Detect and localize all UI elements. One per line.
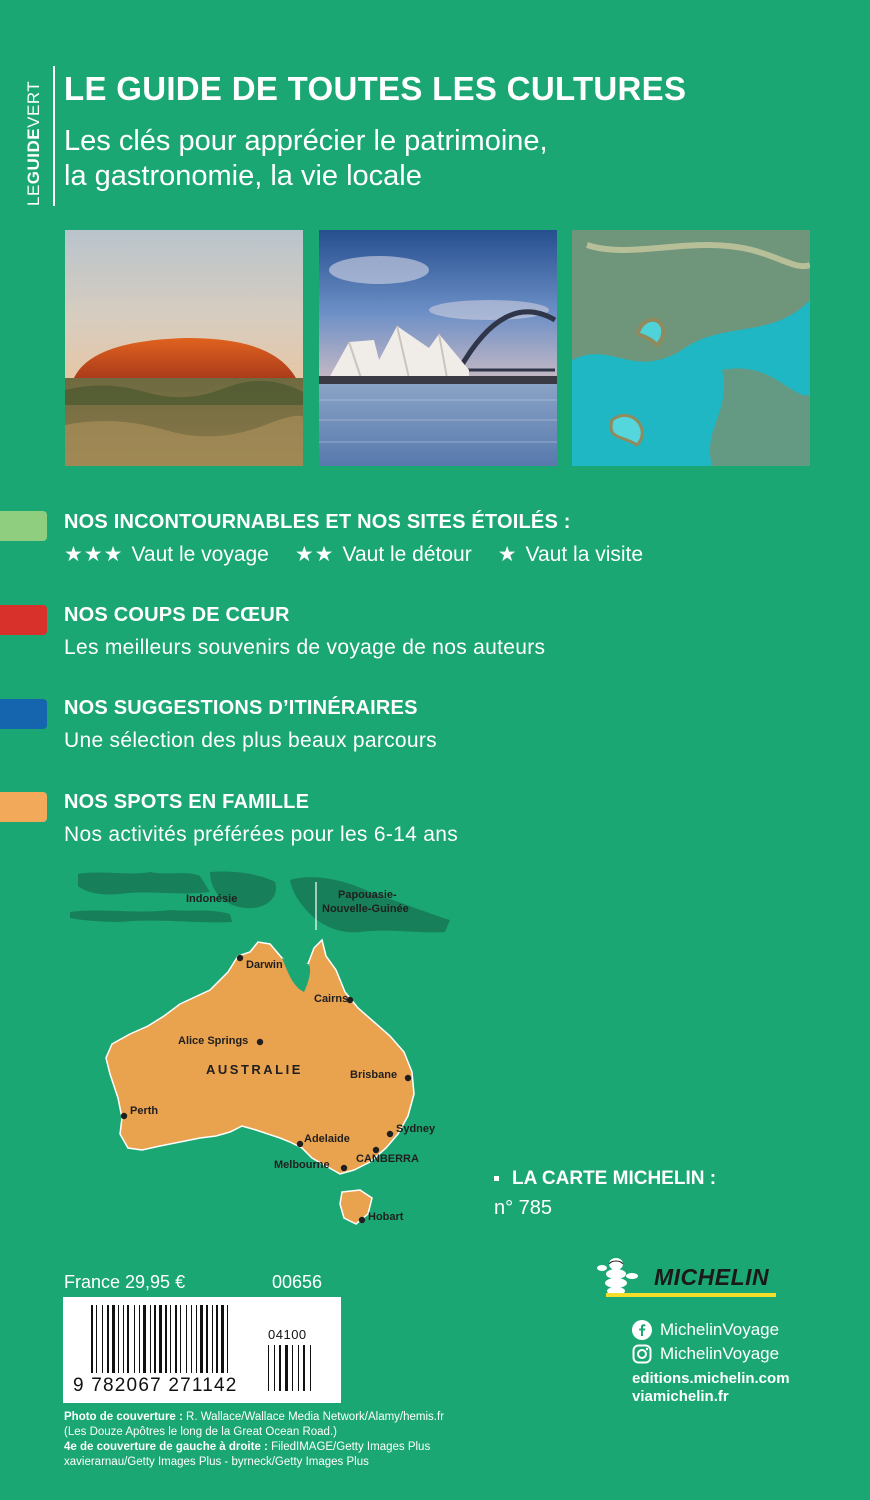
barcode-bar xyxy=(91,1305,93,1373)
label-cairns: Cairns xyxy=(314,993,349,1005)
barcode-addon-bar xyxy=(298,1345,299,1391)
sydney-opera-house-photo xyxy=(319,230,557,466)
carte-michelin-number: n° 785 xyxy=(494,1197,553,1219)
carte-michelin-label: LA CARTE MICHELIN : xyxy=(512,1168,717,1189)
australia-shape xyxy=(106,940,414,1174)
photo-credits xyxy=(64,1410,444,1470)
barcode-addon-bar xyxy=(268,1345,269,1391)
barcode xyxy=(63,1297,341,1403)
label-indonesia: Indonésie xyxy=(186,893,238,905)
alice-springs-dot xyxy=(257,1039,263,1045)
barcode-digits: 9 782067 271142 xyxy=(73,1375,238,1396)
headline: LE GUIDE DE TOUTES LES CULTURES xyxy=(64,70,687,107)
feature-title-coups-de-coeur: NOS COUPS DE CŒUR xyxy=(64,604,290,626)
barcode-bar xyxy=(191,1305,192,1373)
barcode-addon: 04100 xyxy=(268,1327,307,1342)
label-darwin: Darwin xyxy=(246,959,283,971)
barcode-bar xyxy=(112,1305,115,1373)
perth-dot xyxy=(121,1113,127,1119)
credits-back-label: 4e de couverture de gauche à droite : xyxy=(64,1441,268,1453)
label-adelaide: Adelaide xyxy=(304,1133,350,1145)
credits-line-2: (Les Douze Apôtres le long de la Great Ocean Road.) xyxy=(64,1426,337,1438)
brand-prefix: LE xyxy=(24,184,43,206)
barcode-bar xyxy=(134,1305,135,1373)
star-1-icon: ★ xyxy=(497,543,518,566)
stars-3-icon: ★★★ xyxy=(64,543,124,566)
barcode-addon-bar xyxy=(303,1345,305,1391)
rating-1-label: Vaut la visite xyxy=(525,543,644,566)
swatch-famille xyxy=(0,792,47,822)
barcode-bar xyxy=(180,1305,181,1373)
barcode-bar xyxy=(143,1305,146,1373)
instagram-handle: MichelinVoyage xyxy=(660,1344,780,1363)
feature-title-incontournables: NOS INCONTOURNABLES ET NOS SITES ÉTOILÉS : xyxy=(64,511,571,533)
barcode-bar xyxy=(123,1305,124,1373)
ratings-row xyxy=(64,542,669,567)
michelin-underline xyxy=(606,1293,776,1297)
label-alice-springs: Alice Springs xyxy=(178,1035,249,1047)
barcode-bar xyxy=(221,1305,224,1373)
bibendum-icon xyxy=(596,1256,652,1296)
credits-cover-label: Photo de couverture : xyxy=(64,1411,183,1423)
darwin-dot xyxy=(237,955,243,961)
product-code: 00656 xyxy=(272,1272,323,1292)
feature-desc-famille: Nos activités préférées pour les 6-14 ans xyxy=(64,823,458,846)
melbourne-dot xyxy=(341,1165,347,1171)
facebook-handle: MichelinVoyage xyxy=(660,1320,780,1339)
brand-guide: GUIDE xyxy=(24,127,43,185)
barcode-bar xyxy=(154,1305,156,1373)
michelin-wordmark: MICHELIN xyxy=(654,1264,770,1290)
subtitle xyxy=(64,124,548,194)
barcode-bar xyxy=(139,1305,140,1373)
barcode-bar xyxy=(196,1305,197,1373)
barcode-bar xyxy=(150,1305,151,1373)
label-hobart: Hobart xyxy=(368,1211,404,1223)
barcode-bar xyxy=(206,1305,208,1373)
barcode-bar xyxy=(165,1305,167,1373)
hobart-dot xyxy=(359,1217,365,1223)
feature-desc-itineraires: Une sélection des plus beaux parcours xyxy=(64,729,437,752)
rating-2-stars xyxy=(295,542,472,567)
barcode-addon-bar xyxy=(279,1345,281,1391)
subtitle-line-2: la gastronomie, la vie locale xyxy=(64,160,422,192)
instagram-link[interactable] xyxy=(632,1344,779,1364)
label-sydney: Sydney xyxy=(396,1123,436,1135)
adelaide-dot xyxy=(297,1141,303,1147)
barcode-bar xyxy=(96,1305,97,1373)
viamichelin-link[interactable]: viamichelin.fr xyxy=(632,1388,729,1405)
label-brisbane: Brisbane xyxy=(350,1069,398,1081)
feature-title-itineraires: NOS SUGGESTIONS D’ITINÉRAIRES xyxy=(64,697,418,719)
barcode-bar xyxy=(186,1305,187,1373)
stars-2-icon: ★★ xyxy=(294,543,335,566)
barcode-bar xyxy=(200,1305,203,1373)
barcode-bar xyxy=(170,1305,171,1373)
label-canberra: CANBERRA xyxy=(356,1153,419,1165)
barcode-bar xyxy=(159,1305,162,1373)
barcode-addon-bar xyxy=(274,1345,275,1391)
price: France 29,95 € xyxy=(64,1272,186,1292)
credits-cover-text: R. Wallace/Wallace Media Network/Alamy/hemis.fr xyxy=(182,1411,445,1423)
facebook-link[interactable] xyxy=(632,1320,779,1340)
feature-desc-coups-de-coeur: Les meilleurs souvenirs de voyage de nos auteurs xyxy=(64,636,546,659)
label-perth: Perth xyxy=(130,1105,159,1117)
instagram-icon xyxy=(632,1344,652,1364)
feature-title-famille: NOS SPOTS EN FAMILLE xyxy=(64,791,310,813)
barcode-addon-bar xyxy=(285,1345,288,1391)
barcode-bar xyxy=(227,1305,228,1373)
uluru-photo xyxy=(65,230,303,466)
barcode-addon-bar xyxy=(310,1345,311,1391)
swatch-incontournables xyxy=(0,511,47,541)
barcode-bar xyxy=(212,1305,213,1373)
rating-3-stars xyxy=(64,542,269,567)
michelin-logo xyxy=(596,1256,816,1302)
swatch-coups-de-coeur xyxy=(0,605,47,635)
great-barrier-reef-photo xyxy=(572,230,810,466)
indonesia-shape xyxy=(78,872,210,895)
barcode-bar xyxy=(118,1305,119,1373)
barcode-bar xyxy=(107,1305,109,1373)
indonesia-islands xyxy=(70,910,232,922)
barcode-addon-bar xyxy=(292,1345,293,1391)
label-png-2: Nouvelle-Guinée xyxy=(322,903,409,915)
guide-vert-brand xyxy=(24,66,48,206)
sydney-dot xyxy=(387,1131,393,1137)
label-melbourne: Melbourne xyxy=(274,1159,330,1171)
subtitle-line-1: Les clés pour apprécier le patrimoine, xyxy=(64,125,548,157)
rating-3-label: Vaut le voyage xyxy=(131,543,269,566)
carte-bullet xyxy=(494,1176,499,1181)
barcode-bar xyxy=(216,1305,218,1373)
label-png-1: Papouasie- xyxy=(338,889,397,901)
barcode-bar xyxy=(127,1305,129,1373)
credits-line-4: xavierarnau/Getty Images Plus - byrneck/Getty Images Plus xyxy=(64,1456,369,1468)
barcode-bar xyxy=(175,1305,177,1373)
label-australie: AUSTRALIE xyxy=(206,1062,303,1077)
brand-divider xyxy=(53,66,55,206)
editions-link[interactable]: editions.michelin.com xyxy=(632,1370,790,1387)
brisbane-dot xyxy=(405,1075,411,1081)
credits-line-1 xyxy=(64,1410,444,1425)
australia-map xyxy=(60,862,460,1242)
credits-line-3 xyxy=(64,1440,444,1455)
brand-suffix: VERT xyxy=(24,80,43,128)
barcode-bar xyxy=(102,1305,103,1373)
rating-2-label: Vaut le détour xyxy=(342,543,472,566)
credits-back-text: FiledIMAGE/Getty Images Plus xyxy=(267,1441,431,1453)
rating-1-star xyxy=(498,542,643,567)
swatch-itineraires xyxy=(0,699,47,729)
facebook-icon xyxy=(632,1320,652,1340)
